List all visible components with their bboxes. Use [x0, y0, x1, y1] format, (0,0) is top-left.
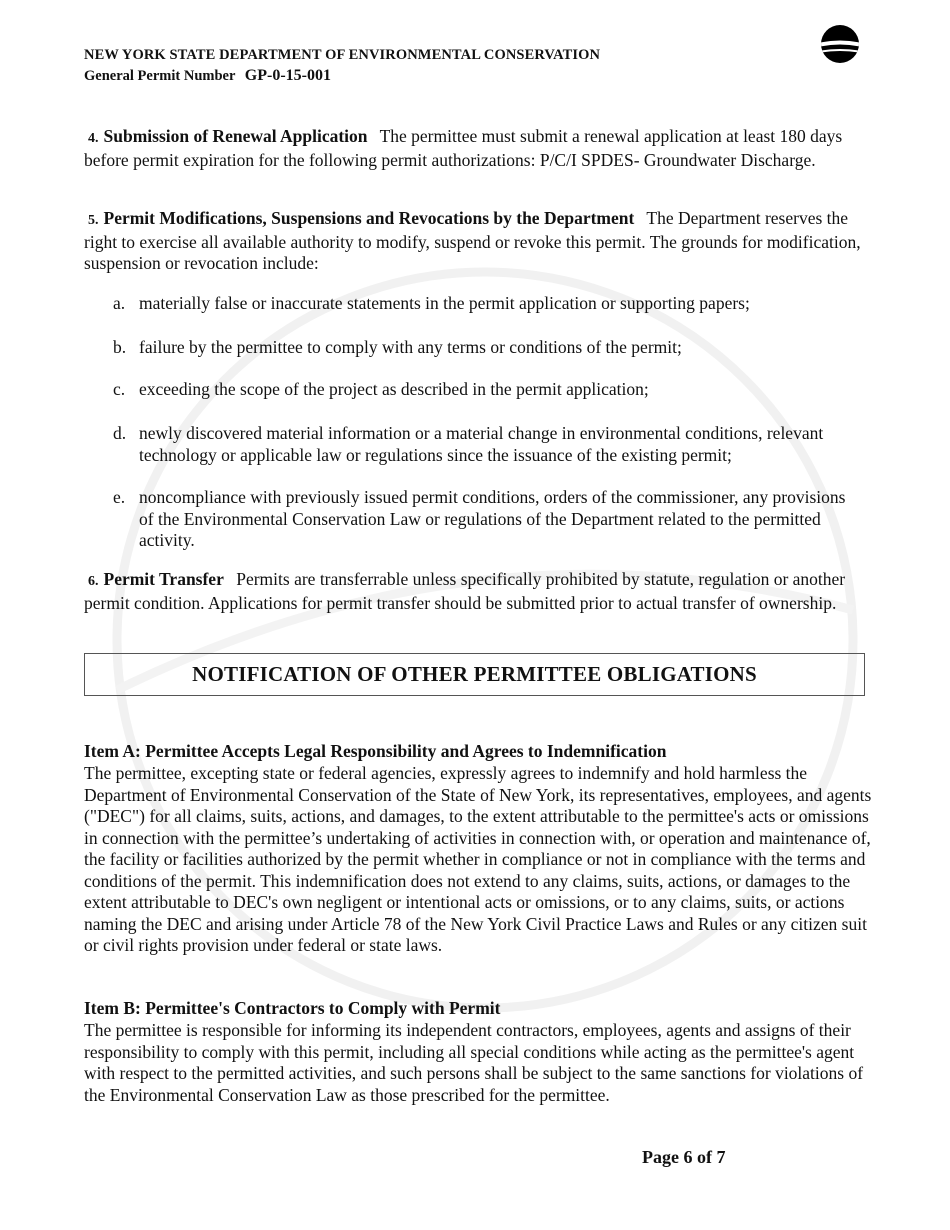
section-title: Permit Modifications, Suspensions and Revocations by the Department [103, 208, 635, 228]
section-number: 5. [88, 213, 99, 228]
list-marker: c. [113, 379, 126, 399]
item-a-text: The permittee, excepting state or federal agencies, expressly agrees to indemnify and hold harmless the Department of Environmental Conservation of the State of New York, its representatives, employees, and agents ("DEC") for all claims, suits, actions, and damages, to the extent attributable to the permittee's acts or omissions in connection with the permittee’s undertaking of activities in connection with, or operation and maintenance of, the facility or facilities authorized by the permit whether in compliance or not in compliance with the terms and conditions of the permit. This indemnification does not extend to any claims, suits, actions, or damages to the extent attributable to DEC's own negligent or intentional acts or omissions, or to any claims, suits, or actions naming the DEC and arising under Article 78 of the New York Civil Practice Laws and Rules or any citizen suit or civil rights provision under federal or state laws. [84, 763, 872, 955]
list-text: materially false or inaccurate statements in the permit application or supporting papers; [139, 293, 750, 313]
section-5 [84, 208, 874, 275]
section-number: 6. [88, 574, 99, 589]
permit-number-label: General Permit Number [84, 68, 236, 84]
notice-heading: NOTIFICATION OF OTHER PERMITTEE OBLIGATIONS [192, 662, 757, 686]
section-text: The Department reserves the right to exercise all available authority to modify, suspend or revoke this permit. The grounds for modification, suspension or revocation include: [84, 208, 861, 273]
permit-number: GP-0-15-001 [244, 67, 331, 84]
list-item [113, 293, 863, 315]
agency-name: NEW YORK STATE DEPARTMENT OF ENVIRONMENTAL CONSERVATION [84, 47, 601, 63]
list-item [113, 379, 863, 401]
permit-number-line [84, 67, 331, 85]
section-title: Permit Transfer [103, 569, 224, 589]
item-a-title: Item A: Permittee Accepts Legal Responsibility and Agrees to Indemnification [84, 741, 667, 761]
list-item [113, 337, 863, 359]
list-marker: b. [113, 337, 127, 357]
section-6 [84, 569, 874, 614]
list-item [113, 423, 863, 466]
list-text: failure by the permittee to comply with any terms or conditions of the permit; [139, 337, 682, 357]
section-number: 4. [88, 131, 99, 146]
notice-heading-box [84, 653, 865, 696]
page-number: Page 6 of 7 [642, 1147, 726, 1167]
section-title: Submission of Renewal Application [103, 126, 368, 146]
item-b-text: The permittee is responsible for informing its independent contractors, employees, agents and assigns of their responsibility to comply with this permit, including all special conditions while acting as the permittee's agent with respect to the permitted activities, and such persons shall be subject to the same sanctions for violations of the Environmental Conservation Law as those prescribed for the permittee. [84, 1020, 864, 1105]
list-text: newly discovered material information or a material change in environmental conditions, relevant technology or applicable law or regulations since the issuance of the existing permit; [139, 423, 824, 465]
list-marker: e. [113, 487, 126, 507]
list-marker: a. [113, 293, 126, 313]
section-4 [84, 126, 874, 171]
section-text: The permittee must submit a renewal application at least 180 days before permit expiration for the following permit authorizations: P/C/I SPDES- Groundwater Discharge. [84, 126, 843, 170]
dec-logo-icon [820, 24, 860, 64]
section-text: Permits are transferrable unless specifically prohibited by statute, regulation or another permit condition. Applications for permit transfer should be submitted prior to actual transfer of ownership. [84, 569, 846, 613]
list-text: exceeding the scope of the project as described in the permit application; [139, 379, 649, 399]
list-text: noncompliance with previously issued permit conditions, orders of the commissioner, any provisions of the Environmental Conservation Law or regulations of the Department related to the permitted activity. [139, 487, 846, 550]
list-marker: d. [113, 423, 127, 443]
item-b-title: Item B: Permittee's Contractors to Comply with Permit [84, 998, 501, 1018]
list-item [113, 487, 863, 552]
